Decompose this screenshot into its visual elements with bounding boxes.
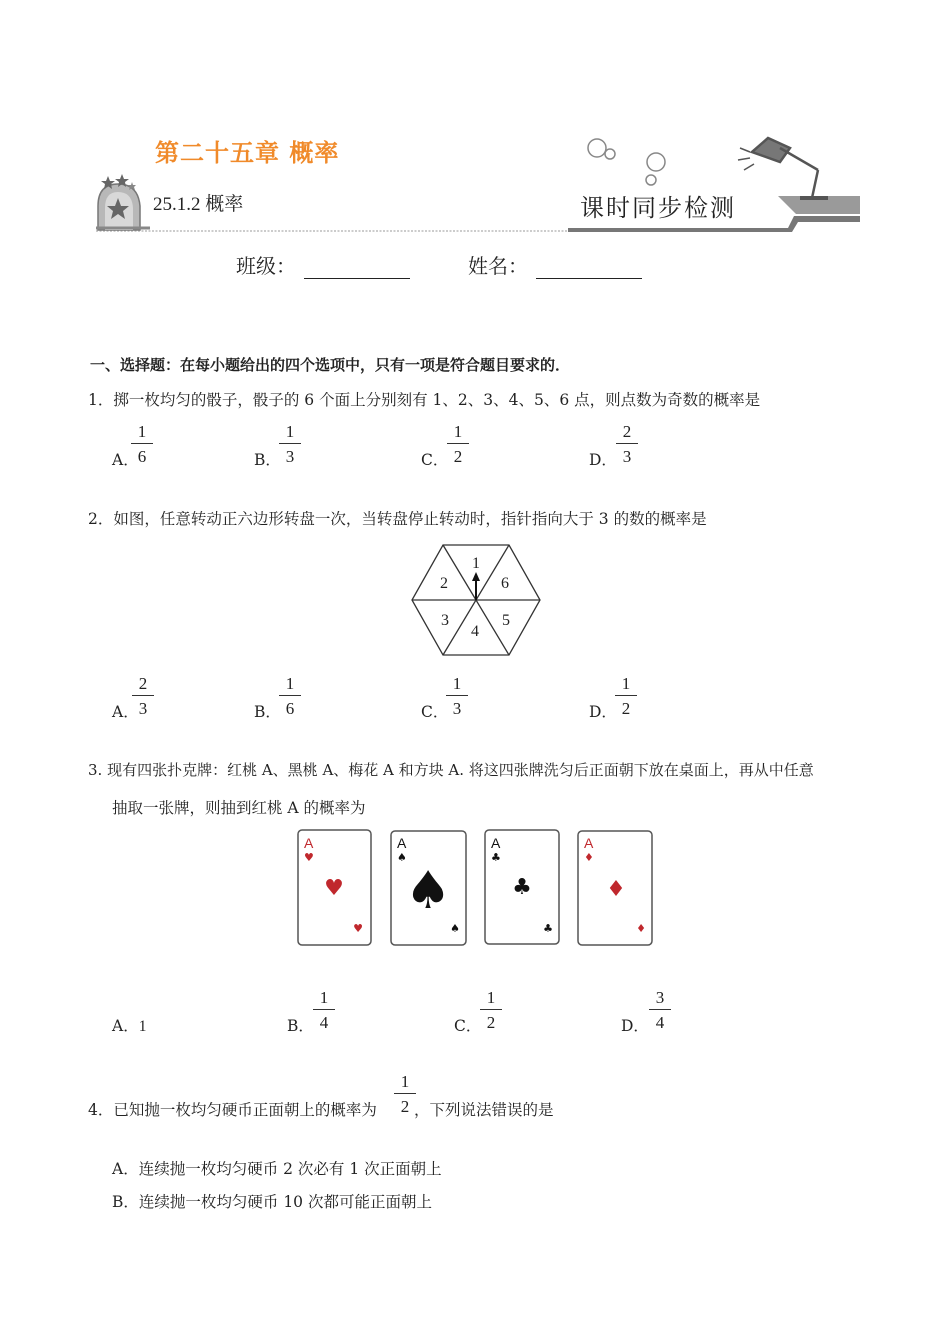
q1-option-c-fraction[interactable]: $\frac{1}{2}$	[447, 423, 469, 465]
card-spade-ace	[391, 831, 466, 945]
bubbles-icon	[588, 139, 665, 185]
svg-text:♣: ♣	[491, 851, 501, 864]
svg-text:A: A	[491, 835, 501, 851]
chapter-title: 第二十五章 概率	[155, 139, 340, 167]
q1-option-d-letter[interactable]: D．	[589, 451, 617, 469]
q2-option-a-letter[interactable]: A．	[112, 703, 139, 721]
q1-option-d-fraction[interactable]: $\frac{2}{3}$	[616, 423, 638, 465]
q3-option-a[interactable]	[112, 1014, 146, 1036]
svg-text:♥: ♥	[304, 851, 314, 864]
question-3-text-line1: 3. 现有四张扑克牌：红桃 A、黑桃 A、梅花 A 和方块 A. 将这四张牌洗匀后正面朝下放在桌面上，再从中任意	[88, 761, 814, 779]
question-4-text-start: 4．已知抛一枚均匀硬币正面朝上的概率为	[88, 1101, 377, 1119]
q2-option-d-letter[interactable]: D．	[589, 703, 617, 721]
q4-option-a[interactable]: A．连续抛一枚均匀硬币 2 次必有 1 次正面朝上	[112, 1160, 442, 1178]
question-3-text-line2: 抽取一张牌，则抽到红桃 A 的概率为	[112, 799, 366, 817]
question-1-text: 1．掷一枚均匀的骰子，骰子的 6 个面上分别刻有 1、2、3、4、5、6 点，则点数为奇数的概率是	[88, 391, 761, 409]
svg-text:♣: ♣	[543, 922, 553, 935]
question-4-fraction: $\frac{1}{2}$	[394, 1073, 416, 1115]
q3-option-a-value: 1	[138, 1018, 147, 1035]
q2-option-a-fraction[interactable]: $\frac{2}{3}$	[132, 675, 154, 717]
svg-text:♥: ♥	[353, 922, 363, 935]
name-label: 姓名：	[468, 254, 528, 278]
question-2-text: 2．如图，任意转动正六边形转盘一次，当转盘停止转动时，指针指向大于 3 的数的概率是	[88, 510, 707, 528]
question-4-text-end: ，下列说法错误的是	[414, 1101, 554, 1119]
spinner-number: 3	[441, 612, 449, 629]
hexagon-spinner	[410, 543, 542, 657]
spinner-number: 6	[501, 575, 509, 592]
class-field[interactable]	[236, 250, 410, 279]
spinner-number: 1	[472, 555, 480, 572]
spinner-number: 2	[440, 575, 448, 592]
q3-option-d-fraction[interactable]: $\frac{3}{4}$	[649, 989, 671, 1031]
card-diamond-ace	[578, 831, 652, 945]
name-blank[interactable]	[536, 258, 642, 279]
class-label: 班级：	[236, 254, 296, 278]
svg-text:♣: ♣	[512, 875, 532, 900]
svg-text:♠: ♠	[404, 861, 452, 921]
svg-text:♦: ♦	[636, 922, 646, 935]
q3-option-c-fraction[interactable]: $\frac{1}{2}$	[480, 989, 502, 1031]
section-instructions: 一、选择题：在每小题给出的四个选项中，只有一项是符合题目要求的．	[90, 356, 571, 374]
q1-option-a-letter[interactable]: A．	[112, 451, 139, 469]
svg-text:A: A	[304, 835, 314, 851]
q1-option-a-fraction[interactable]: $\frac{1}{6}$	[131, 423, 153, 465]
spinner-number: 5	[502, 612, 510, 629]
q2-option-b-letter[interactable]: B．	[254, 703, 281, 721]
svg-text:♠: ♠	[450, 922, 460, 935]
q3-option-c-letter[interactable]: C．	[454, 1017, 482, 1035]
banner-subtitle: 课时同步检测	[580, 194, 736, 222]
svg-text:♦: ♦	[584, 851, 594, 864]
q3-option-b-fraction[interactable]: $\frac{1}{4}$	[313, 989, 335, 1031]
q3-option-b-letter[interactable]: B．	[287, 1017, 314, 1035]
svg-text:A: A	[397, 835, 407, 851]
desk-lamp-icon	[738, 138, 828, 198]
q1-option-b-letter[interactable]: B．	[254, 451, 281, 469]
q2-option-d-fraction[interactable]: $\frac{1}{2}$	[615, 675, 637, 717]
svg-text:♥: ♥	[324, 876, 344, 901]
q1-option-c-letter[interactable]: C．	[421, 451, 449, 469]
playing-cards-figure	[296, 828, 656, 948]
q3-option-d-letter[interactable]: D．	[621, 1017, 649, 1035]
svg-text:♦: ♦	[606, 877, 626, 902]
q2-option-b-fraction[interactable]: $\frac{1}{6}$	[279, 675, 301, 717]
svg-text:♠: ♠	[397, 851, 407, 864]
q3-option-a-letter: A．	[112, 1017, 139, 1035]
q2-option-c-fraction[interactable]: $\frac{1}{3}$	[446, 675, 468, 717]
card-heart-ace	[298, 830, 371, 945]
name-field[interactable]	[468, 250, 642, 279]
star-badge-icon	[98, 174, 140, 230]
q2-option-c-letter[interactable]: C．	[421, 703, 449, 721]
class-blank[interactable]	[304, 258, 410, 279]
svg-text:A: A	[584, 835, 594, 851]
q1-option-b-fraction[interactable]: $\frac{1}{3}$	[279, 423, 301, 465]
spinner-number: 4	[471, 623, 479, 640]
card-club-ace	[485, 830, 559, 944]
q4-option-b[interactable]: B．连续抛一枚均匀硬币 10 次都可能正面朝上	[112, 1193, 432, 1211]
section-title: 25.1.2 概率	[153, 194, 244, 215]
